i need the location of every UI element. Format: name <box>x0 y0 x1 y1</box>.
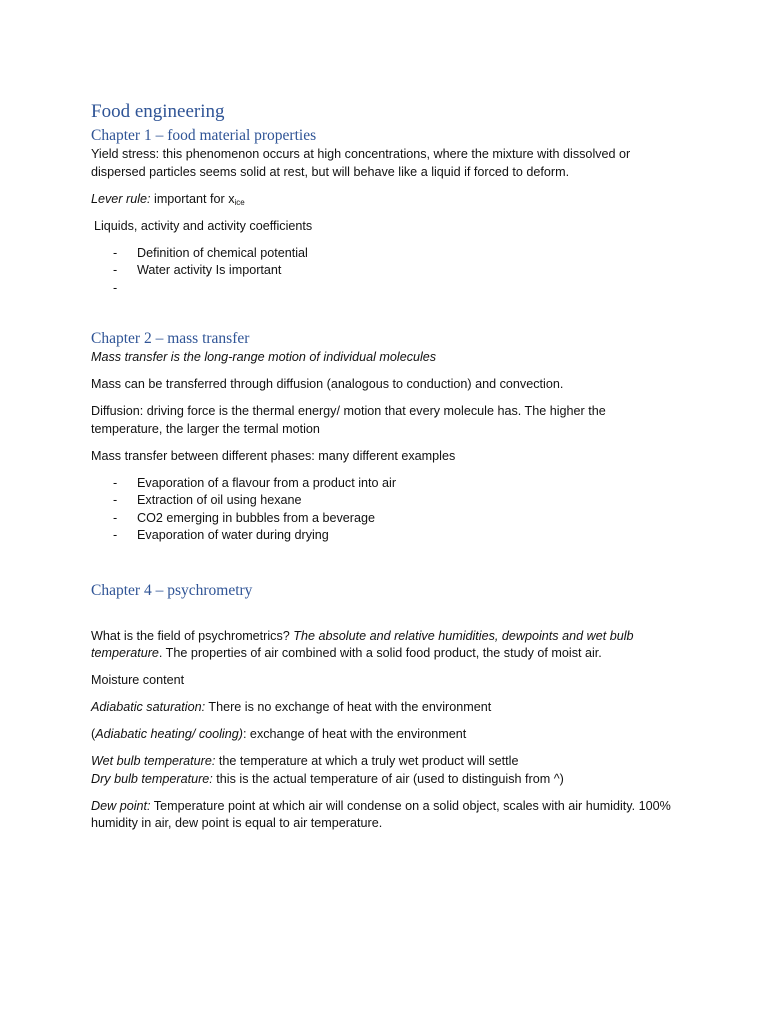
diffusion-paragraph: Diffusion: driving force is the thermal energy/ motion that every molecule has. The higher the temperature, the larger the termal motion <box>91 404 606 436</box>
bullet-dash: - <box>113 528 118 542</box>
dew-point-text: Temperature point at which air will condense on a solid object, scales with air humidity. 100% humidity in air, dew point is equal to air temperature. <box>91 798 671 830</box>
mass-transfer-paragraph-1: Mass can be transferred through diffusion (analogous to conduction) and convection. <box>91 377 564 391</box>
document-title: Food engineering <box>91 101 225 122</box>
dry-bulb-paragraph <box>91 771 671 789</box>
bullet-dash: - <box>113 245 118 260</box>
list-item-text: CO2 emerging in bubbles from a beverage <box>137 510 376 525</box>
mass-transfer-intro: Mass transfer is the long-range motion of individual molecules <box>91 350 437 364</box>
bullet-dash: - <box>113 510 118 525</box>
list-item-text: Extraction of oil using hexane <box>137 493 302 507</box>
dew-point-label: Dew point: <box>91 798 151 813</box>
list-item-text: Evaporation of water during drying <box>137 528 329 542</box>
lever-rule-text: important for x <box>150 191 235 206</box>
list-item-text: Water activity Is important <box>137 263 282 277</box>
chapter-4-heading: Chapter 4 – psychrometry <box>91 581 253 599</box>
bullet-dash: - <box>113 475 118 490</box>
list-item <box>91 245 671 263</box>
chapter-1-heading: Chapter 1 – food material properties <box>91 127 317 144</box>
chapter-2-heading: Chapter 2 – mass transfer <box>91 330 250 347</box>
lever-rule-label: Lever rule: <box>91 191 151 206</box>
list-item <box>91 510 671 528</box>
list-item-text: Definition of chemical potential <box>137 245 308 260</box>
adiabatic-saturation-label: Adiabatic saturation: <box>91 700 206 714</box>
phases-paragraph: Mass transfer between different phases: many different examples <box>91 448 456 463</box>
lever-rule-subscript: ice <box>234 197 245 207</box>
question-italic-text: The absolute and relative humidities, dewpoints and wet bulb temperature <box>91 628 634 660</box>
list-item <box>91 280 671 298</box>
yield-stress-paragraph: Yield stress: this phenomenon occurs at high concentrations, where the mixture with dissolved or dispersed particles seems solid at rest, but will behave like a liquid if forced to deform. <box>91 147 631 179</box>
adiabatic-heating-paragraph <box>91 726 671 744</box>
psychrometrics-question-paragraph <box>91 628 671 663</box>
bullet-dash: - <box>113 493 118 507</box>
wet-bulb-label: Wet bulb temperature: <box>91 754 216 768</box>
list-item <box>91 527 671 545</box>
lever-rule-paragraph <box>91 191 671 209</box>
wet-bulb-paragraph <box>91 753 671 771</box>
liquids-paragraph: Liquids, activity and activity coefficients <box>94 218 313 233</box>
dry-bulb-text: this is the actual temperature of air (used to distinguish from ^) <box>212 771 564 786</box>
dry-bulb-label: Dry bulb temperature: <box>91 771 213 786</box>
question-text: What is the field of psychrometrics? <box>91 628 294 643</box>
bullet-dash: - <box>113 280 118 295</box>
paren-open: ( <box>91 727 96 741</box>
question-rest-text: . The properties of air combined with a solid food product, the study of moist air. <box>158 646 602 660</box>
adiabatic-saturation-text: There is no exchange of heat with the environment <box>205 700 492 714</box>
adiabatic-saturation-paragraph <box>91 699 671 717</box>
list-item-text: Evaporation of a flavour from a product into air <box>137 475 397 490</box>
document-body <box>91 100 671 842</box>
adiabatic-heating-label: Adiabatic heating/ cooling) <box>95 727 243 741</box>
chapter-1-bullet-list <box>91 245 671 298</box>
adiabatic-heating-text: : exchange of heat with the environment <box>242 727 467 741</box>
list-item <box>91 492 671 510</box>
moisture-content-paragraph: Moisture content <box>91 673 185 687</box>
list-item <box>91 262 671 280</box>
bullet-dash: - <box>113 263 118 277</box>
dew-point-paragraph <box>91 798 671 833</box>
list-item <box>91 475 671 493</box>
chapter-2-bullet-list <box>91 475 671 545</box>
wet-bulb-text: the temperature at which a truly wet product will settle <box>215 754 519 768</box>
